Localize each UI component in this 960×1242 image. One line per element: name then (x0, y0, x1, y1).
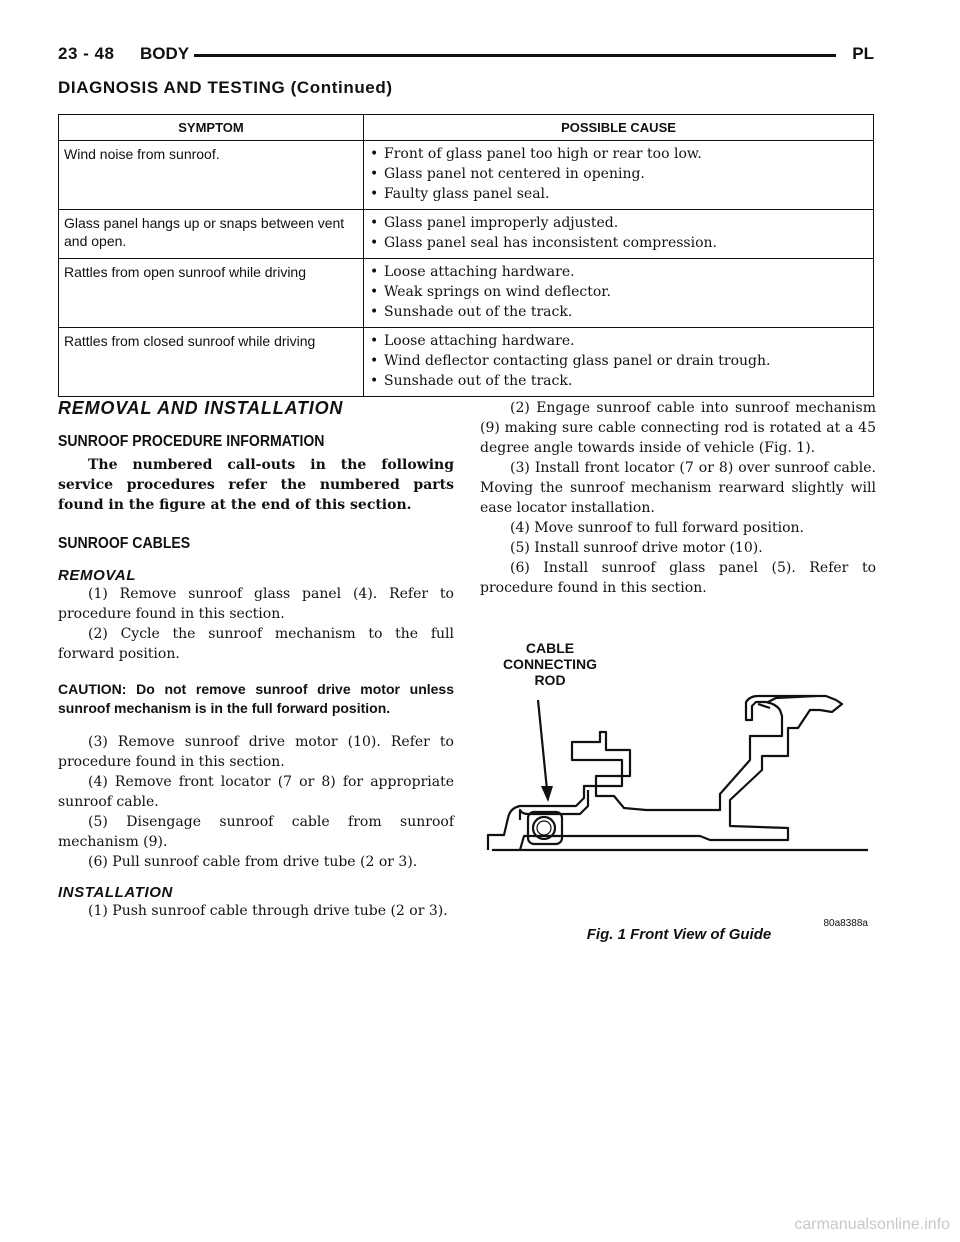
bullet-icon: • (370, 304, 379, 320)
bullet-icon: • (370, 186, 379, 202)
callout-arrow-head (541, 786, 553, 802)
table-row (59, 259, 874, 328)
cause-item: • Faulty glass panel seal. (370, 186, 550, 202)
removal-step: (5) Disengage sunroof cable from sunroof mechanism (9). (58, 814, 454, 850)
symptom-cell: Wind noise from sunroof. (59, 141, 364, 210)
bullet-icon: • (370, 235, 379, 251)
procedure-info-title: SUNROOF PROCEDURE INFORMATION (58, 433, 325, 450)
model-code: PL (852, 44, 874, 63)
removal-step: (1) Remove sunroof glass panel (4). Refer to procedure found in this section. (58, 586, 454, 622)
diagnosis-table (58, 114, 874, 397)
bullet-icon: • (370, 284, 379, 300)
cause-item: • Glass panel not centered in opening. (370, 166, 645, 182)
watermark: carmanualsonline.info (794, 1216, 950, 1233)
symptom-cell: Rattles from closed sunroof while driving (59, 328, 364, 397)
cause-item: • Front of glass panel too high or rear too low. (370, 146, 702, 162)
cause-cell (364, 259, 874, 328)
cause-item: • Loose attaching hardware. (370, 264, 575, 280)
installation-title: INSTALLATION (58, 884, 173, 901)
symptom-cell: Glass panel hangs up or snaps between vent and open. (59, 210, 364, 259)
section-name: BODY (140, 44, 190, 63)
symptom-header: SYMPTOM (59, 115, 364, 141)
tab-detail (758, 704, 770, 708)
callout-arrow-line (538, 700, 547, 790)
bullet-icon: • (370, 353, 379, 369)
removal-step: (6) Pull sunroof cable from drive tube (2 or 3). (88, 854, 418, 870)
bullet-icon: • (370, 166, 379, 182)
table-row (59, 328, 874, 397)
bullet-icon: • (370, 264, 379, 280)
removal-step: (4) Remove front locator (7 or 8) for appropriate sunroof cable. (58, 774, 454, 810)
page-number: 23 - 48 (58, 44, 115, 63)
cause-cell (364, 210, 874, 259)
cause-cell (364, 141, 874, 210)
cause-item: • Glass panel improperly adjusted. (370, 215, 619, 231)
bullet-icon: • (370, 333, 379, 349)
procedure-info-text: The numbered call-outs in the following service procedures refer the numbered parts found in the figure at the end of this section. (58, 457, 454, 513)
cause-item: • Wind deflector contacting glass panel or drain trough. (370, 353, 771, 369)
installation-step: (5) Install sunroof drive motor (10). (510, 540, 763, 556)
caution-text: CAUTION: Do not remove sunroof drive motor unless sunroof mechanism is in the full forward position. (58, 681, 454, 716)
installation-step: (1) Push sunroof cable through drive tube (2 or 3). (88, 903, 448, 919)
header-rule (194, 54, 836, 57)
figure-caption: Fig. 1 Front View of Guide (586, 926, 772, 943)
guide-drawing (484, 640, 874, 940)
possible-cause-header: POSSIBLE CAUSE (364, 115, 874, 141)
cause-item: • Weak springs on wind deflector. (370, 284, 611, 300)
cables-title: SUNROOF CABLES (58, 535, 191, 552)
table-header-row (59, 115, 874, 141)
installation-step: (4) Move sunroof to full forward position. (510, 520, 804, 536)
symptom-cell: Rattles from open sunroof while driving (59, 259, 364, 328)
page-header (58, 44, 874, 74)
cause-item: • Sunshade out of the track. (370, 304, 573, 320)
right-column (480, 398, 876, 598)
figure-callout-label: CABLE CONNECTING ROD (502, 640, 598, 688)
bullet-icon: • (370, 215, 379, 231)
bullet-icon: • (370, 146, 379, 162)
installation-step: (2) Engage sunroof cable into sunroof mechanism (9) making sure cable connecting rod is rotated at a 45 degree angle towards inside of vehicle (Fig. 1). (480, 400, 876, 456)
figure-code: 80a8388a (823, 918, 868, 929)
cause-cell (364, 328, 874, 397)
table-row (59, 141, 874, 210)
table-row (59, 210, 874, 259)
continued-title: DIAGNOSIS AND TESTING (Continued) (58, 78, 393, 97)
removal-step: (2) Cycle the sunroof mechanism to the full forward position. (58, 626, 454, 662)
cause-item: • Glass panel seal has inconsistent compression. (370, 235, 717, 251)
installation-step: (3) Install front locator (7 or 8) over sunroof cable. Moving the sunroof mechanism rearward slightly will ease locator installation. (480, 460, 876, 516)
section-title: REMOVAL AND INSTALLATION (58, 398, 344, 418)
guide-outline (488, 696, 842, 850)
cause-item: • Loose attaching hardware. (370, 333, 575, 349)
removal-step: (3) Remove sunroof drive motor (10). Refer to procedure found in this section. (58, 734, 454, 770)
cause-item: • Sunshade out of the track. (370, 373, 573, 389)
left-column (58, 398, 454, 921)
installation-step: (6) Install sunroof glass panel (5). Refer to procedure found in this section. (480, 560, 876, 596)
bullet-icon: • (370, 373, 379, 389)
removal-title: REMOVAL (58, 567, 137, 584)
figure-guide (484, 640, 874, 940)
